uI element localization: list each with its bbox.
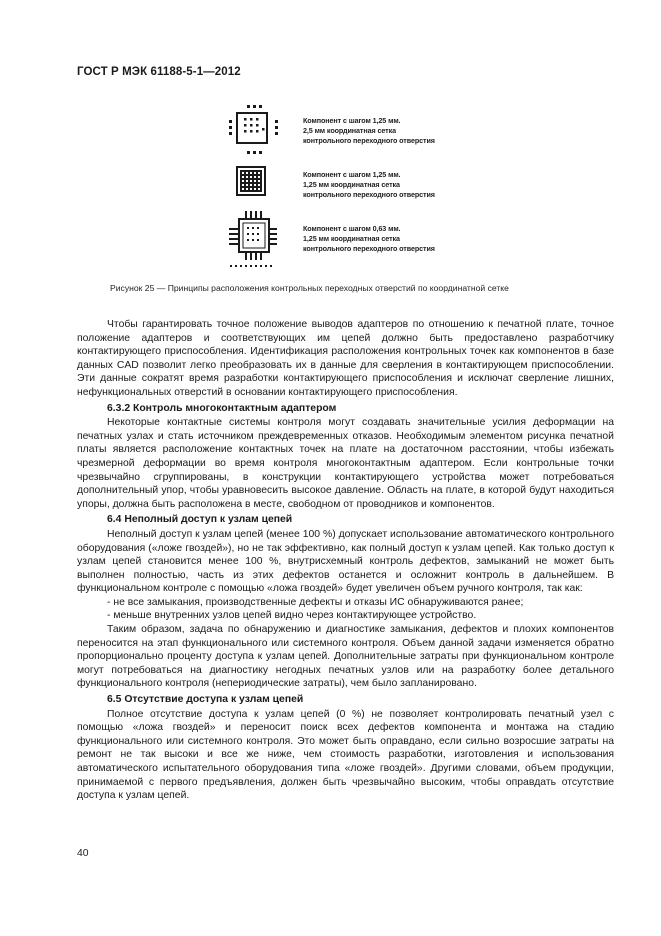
diagram-pitch-063-grid-125 <box>229 211 277 267</box>
list-item: - меньше внутренних узлов цепей видно через контактирующее устройство. <box>107 610 477 622</box>
figure-25 <box>225 103 485 273</box>
section-heading: 6.5 Отсутствие доступа к узлам цепей <box>107 694 304 706</box>
paragraph: Полное отсутствие доступа к узлам цепей (0 %) не позволяет контролировать печатный узел с помощью «ложа гвоздей» и переносит поиск всех дефектов компонента и монтажа на стадию функционального или системного контроля. Это может быть оправдано, если сильно возросшие затраты на ремонт не так высоки и все же ниже, чем стоимость разработки, изготовления и использования автоматического испытательного оборудования типа «ложе гвоздей». Другими словами, объем продукции, принимаемой с первого предъявления, должен быть чрезвычайно высоким, чтобы оправдать отсутствие доступа к узлам цепей. <box>77 708 614 802</box>
page-number: 40 <box>77 848 89 859</box>
diagram-pitch-125-grid-25 <box>229 105 278 154</box>
figure-caption: Рисунок 25 — Принципы расположения контрольных переходных отверстий по координатной сетке <box>110 283 509 293</box>
paragraph: Неполный доступ к узлам цепей (менее 100 %) допускает использование автоматического контрольного оборудования («ложе гвоздей»), но не так эффективно, как полный доступ к узлам цепей. Как только доступ к узлам цепей становится менее 100 %, внутрисхемный контроль дефектов, замыканий не может быть выполнен полностью, часть из этих дефектов останется и осложнит контроль в дальнейшем. В функциональном контроле с помощью «ложа гвоздей» будет увеличен объем ручного контроля, так как: <box>77 528 614 595</box>
grid-diagram <box>225 103 297 273</box>
section-heading: 6.3.2 Контроль многоконтактным адаптером <box>107 402 337 414</box>
document-header: ГОСТ Р МЭК 61188-5-1—2012 <box>77 66 241 78</box>
figure-label-1: Компонент с шагом 1,25 мм. 2,5 мм координатная сетка контрольного переходного отверстия <box>303 116 435 145</box>
paragraph: Чтобы гарантировать точное положение выводов адаптеров по отношению к печатной плате, точное положение адаптеров и соответствующих им цепей должно быть предоставлено разработчику контактирующего приспособления. Идентификация расположения контрольных точек как компонентов в базе данных CAD позволит легко преобразовать их в данные для сверления в контактирующем приспособлении. Эти данные сократят время разработки контактирующего приспособления и исключат сверление лишних, нефункциональных отверстий в основании контактирующего приспособления. <box>77 319 614 398</box>
paragraph: Некоторые контактные системы контроля могут создавать значительные усилия деформации на печатных узлах и стать источником преждевременных отказов. Необходимым элементом рисунка печатной платы является расположение контактных точек на плате на достаточном расстоянии, чтобы избежать чрезмерной деформации во время контроля многоконтактным адаптером. Если контрольные точки чрезвычайно сгруппированы, в конструкции контактирующего устройства может потребоваться дополнительный упор, чтобы уравновесить высокое давление. Область на плате, в которой будут находиться упоры, должна быть расположена в месте, свободном от проводников и компонентов. <box>77 417 614 510</box>
list-item: - не все замыкания, производственные дефекты и отказы ИС обнаруживаются ранее; <box>107 596 524 608</box>
document-body <box>77 318 614 803</box>
paragraph: Таким образом, задача по обнаружению и диагностике замыкания, дефектов и плохих компонентов переносится на этап функционального или системного контроля. Объем данной задачи изменяется обратно пропорционально проценту доступа к узлам цепей. Дополнительные затраты при функциональном контроле могут потребоваться на диагностику негодных печатных узлов или на разработку более детального функционального контроля (непериодические затраты), чем было запланировано. <box>77 624 614 690</box>
figure-label-2: Компонент с шагом 1,25 мм. 1,25 мм координатная сетка контрольного переходного отверстия <box>303 170 435 199</box>
figure-label-3: Компонент с шагом 0,63 мм. 1,25 мм координатная сетка контрольного переходного отверстия <box>303 224 435 253</box>
diagram-pitch-125-grid-125 <box>237 167 265 195</box>
section-heading: 6.4 Неполный доступ к узлам цепей <box>107 514 293 526</box>
